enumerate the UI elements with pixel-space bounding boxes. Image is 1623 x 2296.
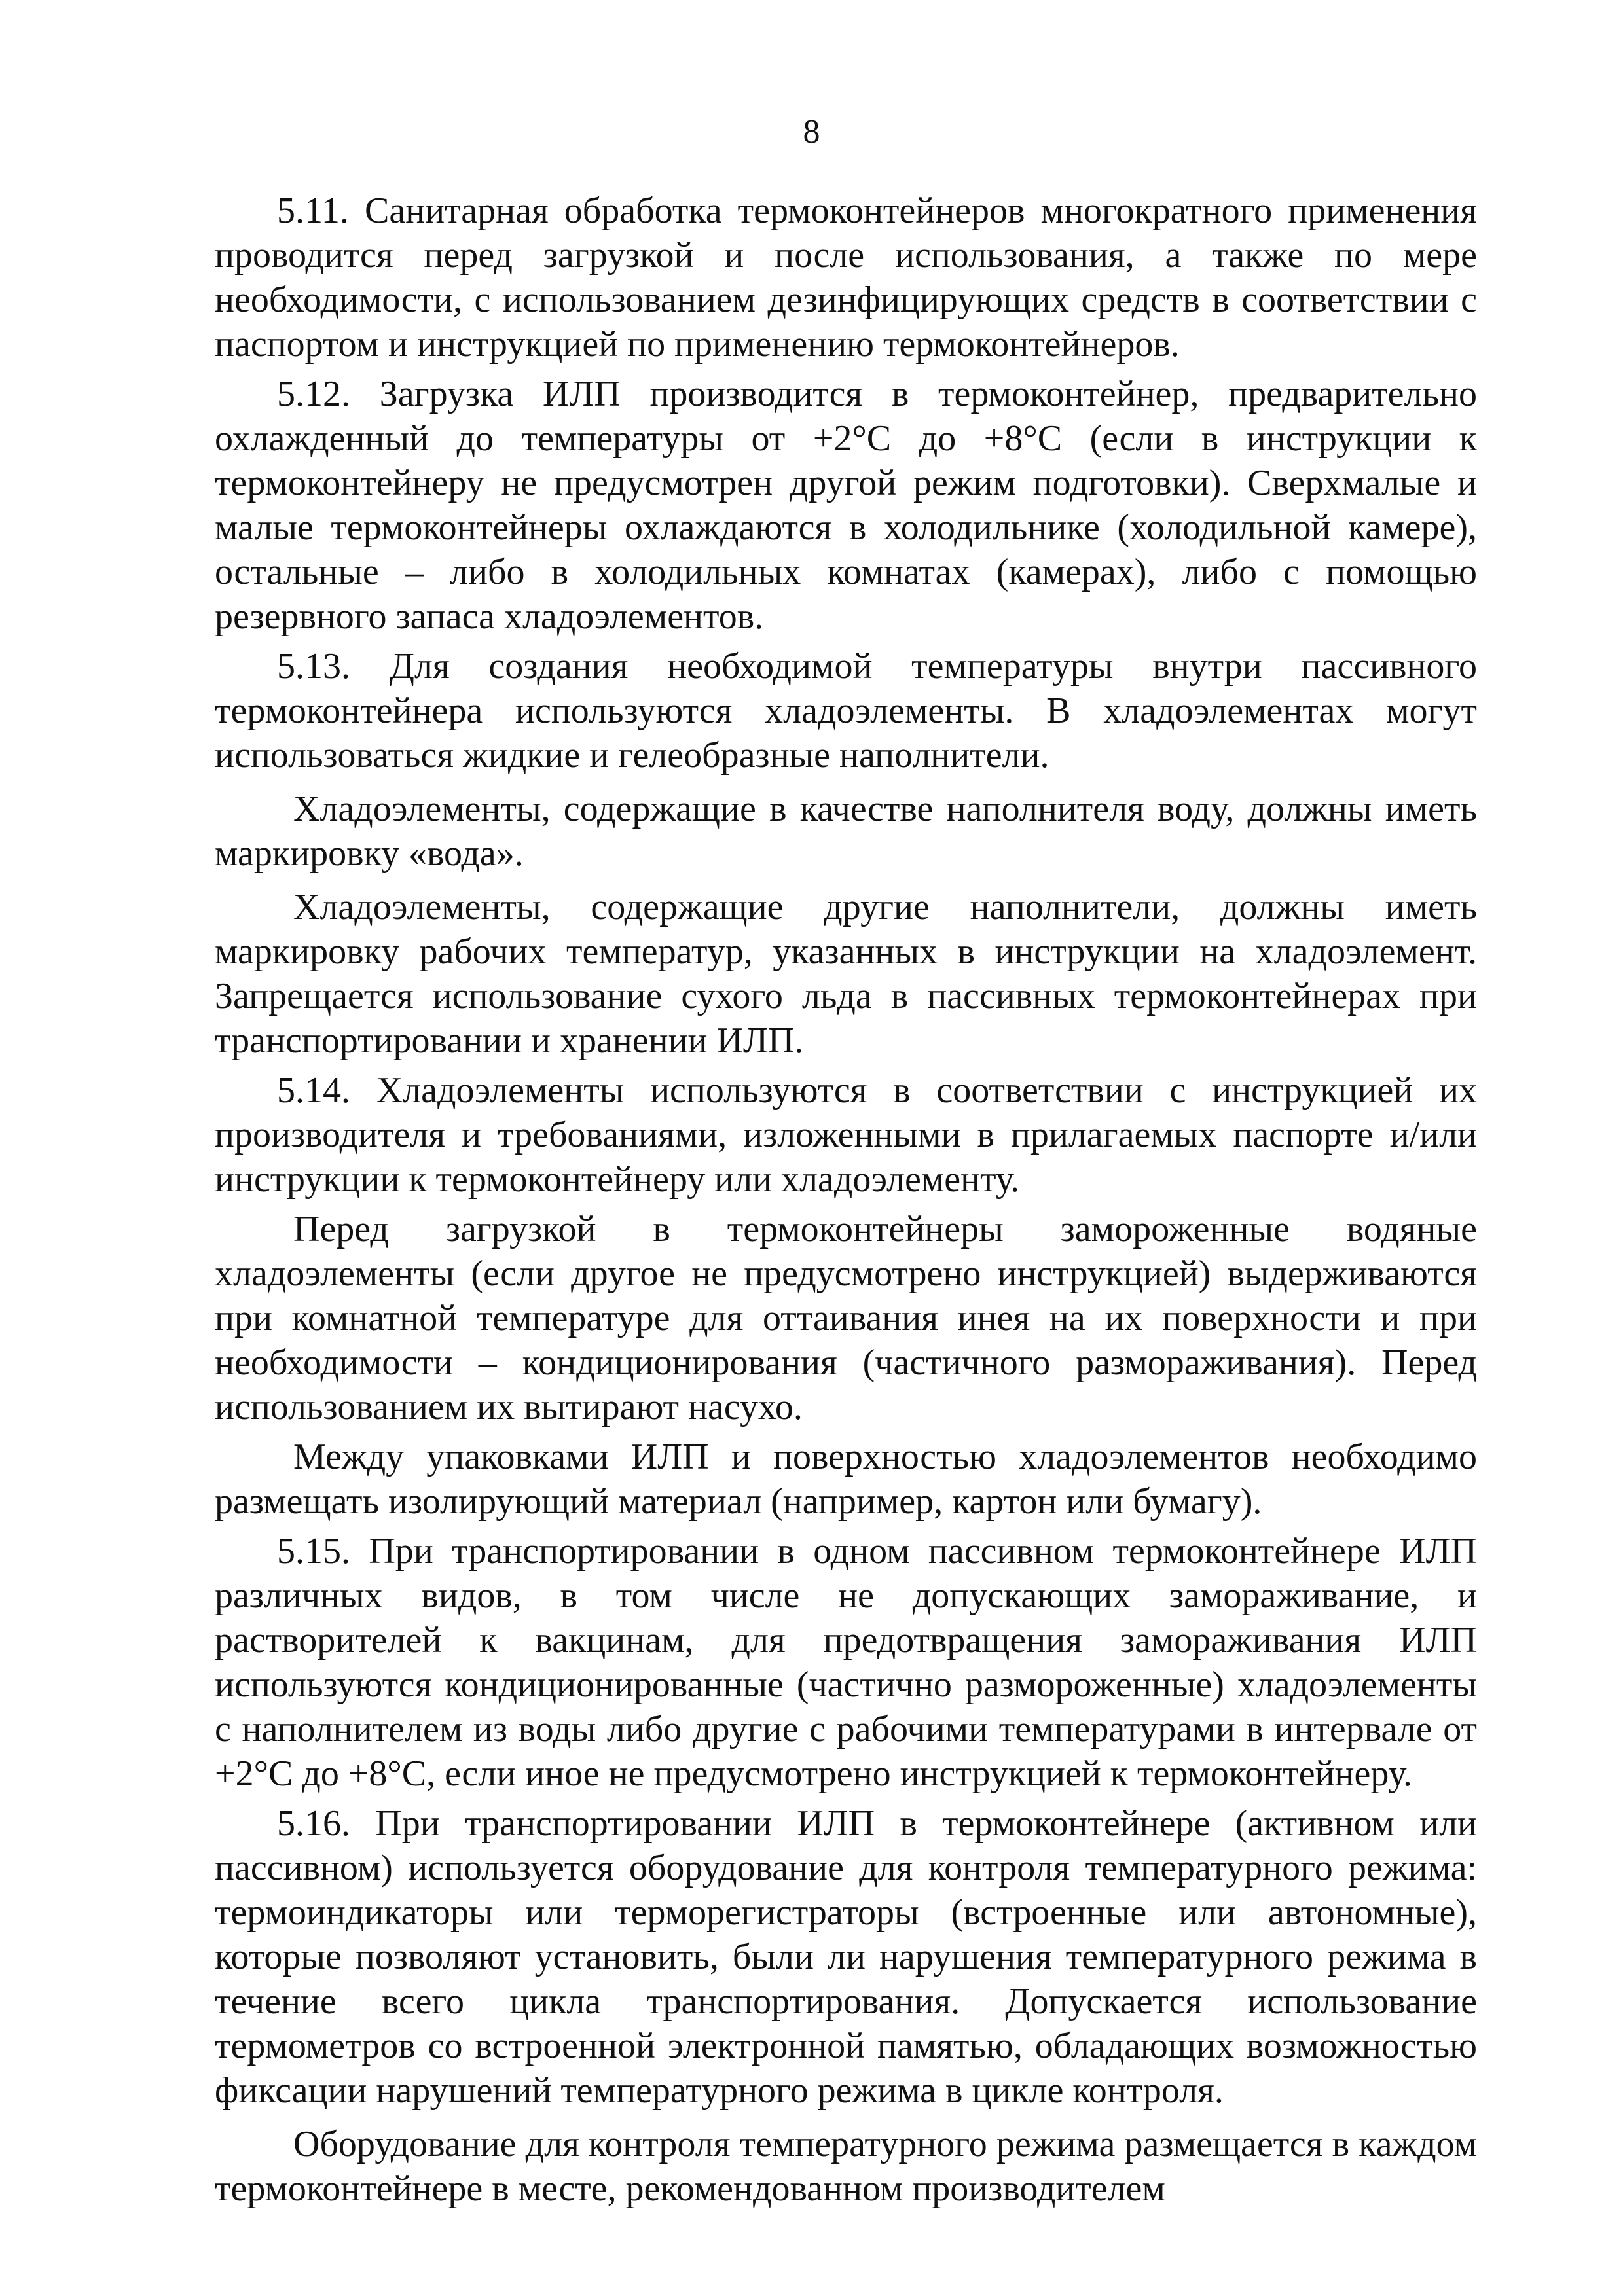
paragraph-water-marking: Хладоэлементы, содержащие в качестве наполнителя воду, должны иметь маркировку «вода». [215,789,1477,874]
paragraph-insulating-material: Между упаковками ИЛП и поверхностью хладоэлементов необходимо размещать изолирующий материал (например, картон или бумагу). [215,1437,1477,1522]
paragraph-5-12: 5.12. Загрузка ИЛП производится в термоконтейнер, предварительно охлажденный до температуры от +2°С до +8°С (если в инструкции к термоконтейнеру не предусмотрен другой режим подготовки). Сверхмалые и малые термоконтейнеры охлаждаются в холодильнике (холодильной камере), остальные – либо в холодильных комнатах (камерах), либо с помощью резервного запаса хладоэлементов. [215,374,1477,637]
paragraph-before-loading: Перед загрузкой в термоконтейнеры замороженные водяные хладоэлементы (если другое не предусмотрено инструкцией) выдерживаются при комнатной температуре для оттаивания инея на их поверхности и при необходимости – кондиционирования (частичного размораживания). Перед использованием их вытирают насухо. [215,1209,1477,1427]
paragraph-5-15: 5.15. При транспортировании в одном пассивном термоконтейнере ИЛП различных видов, в том числе не допускающих замораживание, и растворителей к вакцинам, для предотвращения замораживания ИЛП используются кондиционированные (частично размороженные) хладоэлементы с наполнителем из воды либо другие с рабочими температурами в интервале от +2°С до +8°С, если иное не предусмотрено инструкцией к термоконтейнеру. [215,1531,1477,1794]
document-body [215,188,1477,2216]
paragraph-5-11: 5.11. Санитарная обработка термоконтейнеров многократного применения проводится перед загрузкой и после использования, а также по мере необходимости, с использованием дезинфицирующих средств в соответствии с паспортом и инструкцией по применению термоконтейнеров. [215,190,1477,365]
paragraph-5-13: 5.13. Для создания необходимой температуры внутри пассивного термоконтейнера используются хладоэлементы. В хладоэлементах могут использоваться жидкие и гелеобразные наполнители. [215,646,1477,776]
paragraph-other-fillers: Хладоэлементы, содержащие другие наполнители, должны иметь маркировку рабочих температур, указанных в инструкции на хладоэлемент. Запрещается использование сухого льда в пассивных термоконтейнерах при транспортировании и хранении ИЛП. [215,887,1477,1061]
paragraph-5-14: 5.14. Хладоэлементы используются в соответствии с инструкцией их производителя и требованиями, изложенными в прилагаемых паспорте и/или инструкции к термоконтейнеру или хладоэлементу. [215,1070,1477,1200]
paragraph-equipment-placement: Оборудование для контроля температурного режима размещается в каждом термоконтейнере в месте, рекомендованном производителем [215,2124,1477,2209]
page-number: 8 [803,113,820,151]
paragraph-5-16: 5.16. При транспортировании ИЛП в термоконтейнере (активном или пассивном) используется оборудование для контроля температурного режима: термоиндикаторы или терморегистраторы (встроенные или автономные), которые позволяют установить, были ли нарушения температурного режима в течение всего цикла транспортирования. Допускается использование термометров со встроенной электронной памятью, обладающих возможностью фиксации нарушений температурного режима в цикле контроля. [215,1803,1477,2111]
